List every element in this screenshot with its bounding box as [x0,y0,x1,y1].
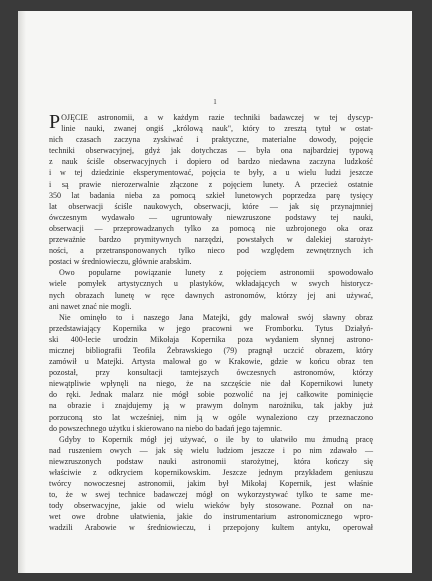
text-line: ani nawet znać nie mogli. [49,301,132,311]
drop-cap: P [49,111,61,133]
body-text [49,112,373,534]
text-line: pozostał, przy konsultacji tamtejszych ówczesnych astronomów, którzy [49,368,373,378]
text-line: wiele pomyłek artystycznych u plastyków, wkładających w swych historycz- [49,279,373,289]
text-line: niewątpliwie wpłynęli na niego, że na szczęście nie dał Kopernikowi lunety [49,379,373,389]
text-line: do ręki. Jednak malarz nie mógł sobie pozwolić na jej całkowite pominięcie [49,390,373,400]
text-line: ski 400-lecie urodzin Mikołaja Kopernika poza wydaniem słynnej astrono- [49,334,373,344]
text-line: Owo popularne powiązanie lunety z pojęciem astronomii spowodowało [59,268,373,278]
text-line: przedstawiający Kopernika w jego pracowni we Fromborku. Tytus Działyń- [49,323,373,333]
text-line: wadzili Arabowie w średniowieczu, i przepojony kultem antyku, operował [49,523,373,533]
text-line: do powszechnego użytku i skierowano na niebo do badań jego tajemnic. [49,423,283,433]
text-line: nad ruszeniem owych — jak się wielu ludziom jeszcze i po nim zdawało — [49,445,373,455]
text-line: Gdyby to Kopernik mógł jej używać, o ile by to ułatwiło mu żmudną pracę [59,434,373,444]
text-line: twórcy nowoczesnej astronomii, jakim był Mikołaj Kopernik, jest właśnie [49,479,373,489]
text-line: linie nauki, zwanej ongiś „królową nauk", który to zresztą tytuł w ostat- [61,124,373,134]
text-line: techniki obserwacyjnej, gdyż jak dotychczas — była ona najbardziej typową [49,146,373,156]
text-line: to, że w swej technice badawczej mógł on wykorzystywać tylko te same me- [49,490,373,500]
text-line: i są prawie nierozerwalnie złączone z pojęciem lunety. A przecież ostatnie [49,179,373,189]
text-line: postaci w średniowieczu, głównie arabskim. [49,257,192,267]
text-line: 350 lat badania nieba za pomocą szkieł lunetowych poprzedza parę tysięcy [49,190,373,200]
text-line: nych obrazach lunetę w ręce dawnych astronomów, którzy jej ani używać, [49,290,373,300]
text-line: Nie ominęło to i naszego Jana Matejki, gdy malował swój sławny obraz [59,312,373,322]
text-line: wet owe drobne ułatwienia, jakie do instrumentarium astronomicznego wpro- [49,512,373,522]
text-line: nich czasach zaczyna zyskiwać i praktyczne, materialne dowody, pojęcie [49,135,373,145]
text-line: micznej bibliografii Teofila Żebrawskiego (79) pragnął uczcić obrazem, który [49,345,373,355]
text-line: OJĘCIE astronomii, a w każdym razie techniki badawczej w tej dyscyp- [61,113,373,122]
document-page [18,11,412,573]
text-line: obserwacji — przeprowadzanych tylko za pomocą nie uzbrojonego oka oraz [49,223,373,233]
page-edge-shadow [18,11,26,573]
text-line: tody obserwacyjne, jakie od wielu wieków były stosowane. Poznał on na- [49,501,373,511]
page-number: 1 [213,98,217,106]
text-line: i w tej dziedzinie eksperymentować, pojęcia te były, a u wielu ludzi jeszcze [49,168,373,178]
text-line: przeważnie bardzo prymitywnych narzędzi, powstałych w dalekiej starożyt- [49,235,373,245]
text-line: ności, a przetransponowanych tylko nieco pod względem zewnętrznych ich [49,246,373,256]
text-line: zamówił u Matejki. Artysta malował go w Krakowie, gdzie w końcu obraz ten [49,357,373,367]
text-line: ówczesnym wydawało — ugruntowały niewzruszone podstawy tej nauki, [49,212,373,222]
text-line: lat obserwacji ściśle naukowych, obserwacji, które — jak się przynajmniej [49,201,373,211]
text-line: porzuconą sto lat wcześniej, nim ją w ogóle wynaleziono czy przeznaczono [49,412,373,422]
text-line: z nauk ściśle obserwacyjnych i dopiero od bardzo niedawna zaczyna ludzkość [49,157,373,167]
text-line: na obrazie i znajdujemy ją w prawym dolnym narożniku, tak jakby już [49,401,373,411]
text-line: właściwie z odkryciem kopernikowskim. Jeszcze jednym przykładem geniuszu [49,468,373,477]
text-line: niewzruszonych podstaw nauki astronomii starożytnej, która kończy się [49,456,373,466]
